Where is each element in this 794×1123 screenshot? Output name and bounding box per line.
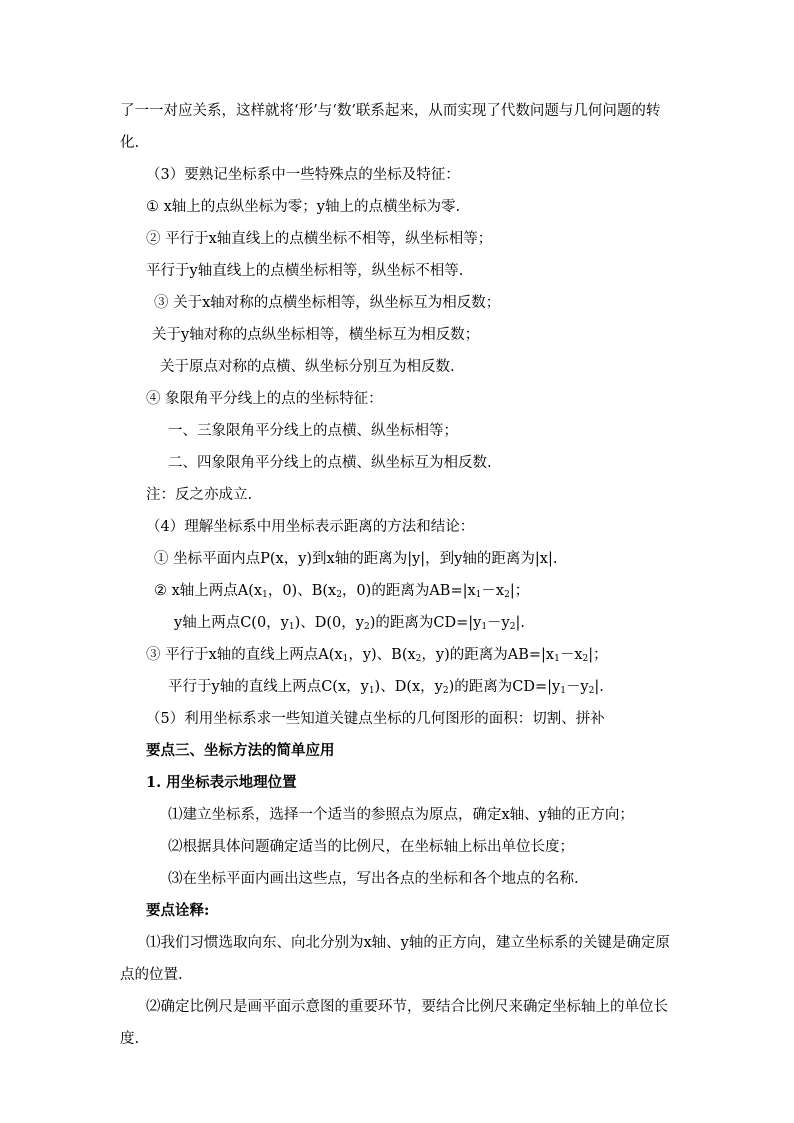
list-item: ⑴建立坐标系，选择一个适当的参照点为原点，确定x轴、y轴的正方向； (168, 807, 634, 823)
subsection-heading: 1. 用坐标表示地理位置 (146, 774, 297, 791)
list-item-continuation: 平行于y轴直线上的点横坐标相等，纵坐标不相等. (146, 263, 464, 279)
list-item-continuation: 二、四象限角平分线上的点横、纵坐标互为相反数. (168, 455, 492, 471)
explanation-heading: 要点诠释: (146, 902, 210, 919)
list-item-continuation: 关于原点对称的点横、纵坐标分别互为相反数. (160, 359, 455, 375)
list-item: ③ 关于x轴对称的点横坐标相等，纵坐标互为相反数； (154, 295, 501, 311)
list-item: ② x轴上两点$A(x_1$，0)、$B(x_2$，0)的距离为$AB=|x_1-x_2|$； (154, 583, 530, 600)
list-item-continuation: y轴上两点C(0，$y_1$)、D(0，$y_2$)的距离为$CD=|y_1-y_2|$. (174, 615, 525, 632)
paragraph-line: 了一一对应关系，这样就将‘形’与‘数’联系起来，从而实现了代数问题与几何问题的转 (120, 103, 661, 119)
list-item-continuation: 平行于y轴的直线上两点C(x，$y_1$)、D(x，$y_2$)的距离为$CD=|y_1-y_2|$. (168, 679, 604, 696)
list-item-continuation: 关于y轴对称的点纵坐标相等，横坐标互为相反数； (152, 327, 480, 343)
note-line: 注：反之亦成立. (146, 487, 253, 503)
list-item: ② 平行于x轴直线上的点横坐标不相等，纵坐标相等； (146, 231, 493, 247)
list-item: ⑶在坐标平面内画出这些点，写出各点的坐标和各个地点的名称. (168, 871, 579, 887)
list-item: ③ 平行于x轴的直线上两点$A(x_1$，y)、$B(x_2$，y)的距离为$AB=|x_1-x_2|$； (146, 647, 608, 664)
key-point-heading: 要点三、坐标方法的简单应用 (146, 742, 335, 759)
paragraph-line: ⑴我们习惯选取向东、向北分别为x轴、y轴的正方向，建立坐标系的关键是确定原 (146, 935, 670, 951)
list-item: ④ 象限角平分线上的点的坐标特征： (146, 391, 383, 407)
paragraph-line: 度. (120, 1031, 140, 1047)
section-heading: （4）理解坐标系中用坐标表示距离的方法和结论： (146, 519, 475, 535)
paragraph-line: 点的位置. (120, 967, 183, 983)
section-heading: （3）要熟记坐标系中一些特殊点的坐标及特征： (146, 167, 460, 183)
list-item: ① 坐标平面内点P(x，y)到x轴的距离为|y|，到y轴的距离为|x|. (154, 551, 558, 567)
list-item: ① x轴上的点纵坐标为零；y轴上的点横坐标为零. (146, 199, 461, 215)
list-item: ⑵根据具体问题确定适当的比例尺，在坐标轴上标出单位长度； (168, 839, 574, 855)
list-item-continuation: 一、三象限角平分线上的点横、纵坐标相等； (168, 423, 458, 439)
section-heading: （5）利用坐标系求一些知道关键点坐标的几何图形的面积：切割、拼补 (146, 711, 605, 727)
paragraph-line: 化. (120, 135, 140, 151)
paragraph-line: ⑵确定比例尺是画平面示意图的重要环节，要结合比例尺来确定坐标轴上的单位长 (146, 999, 668, 1015)
